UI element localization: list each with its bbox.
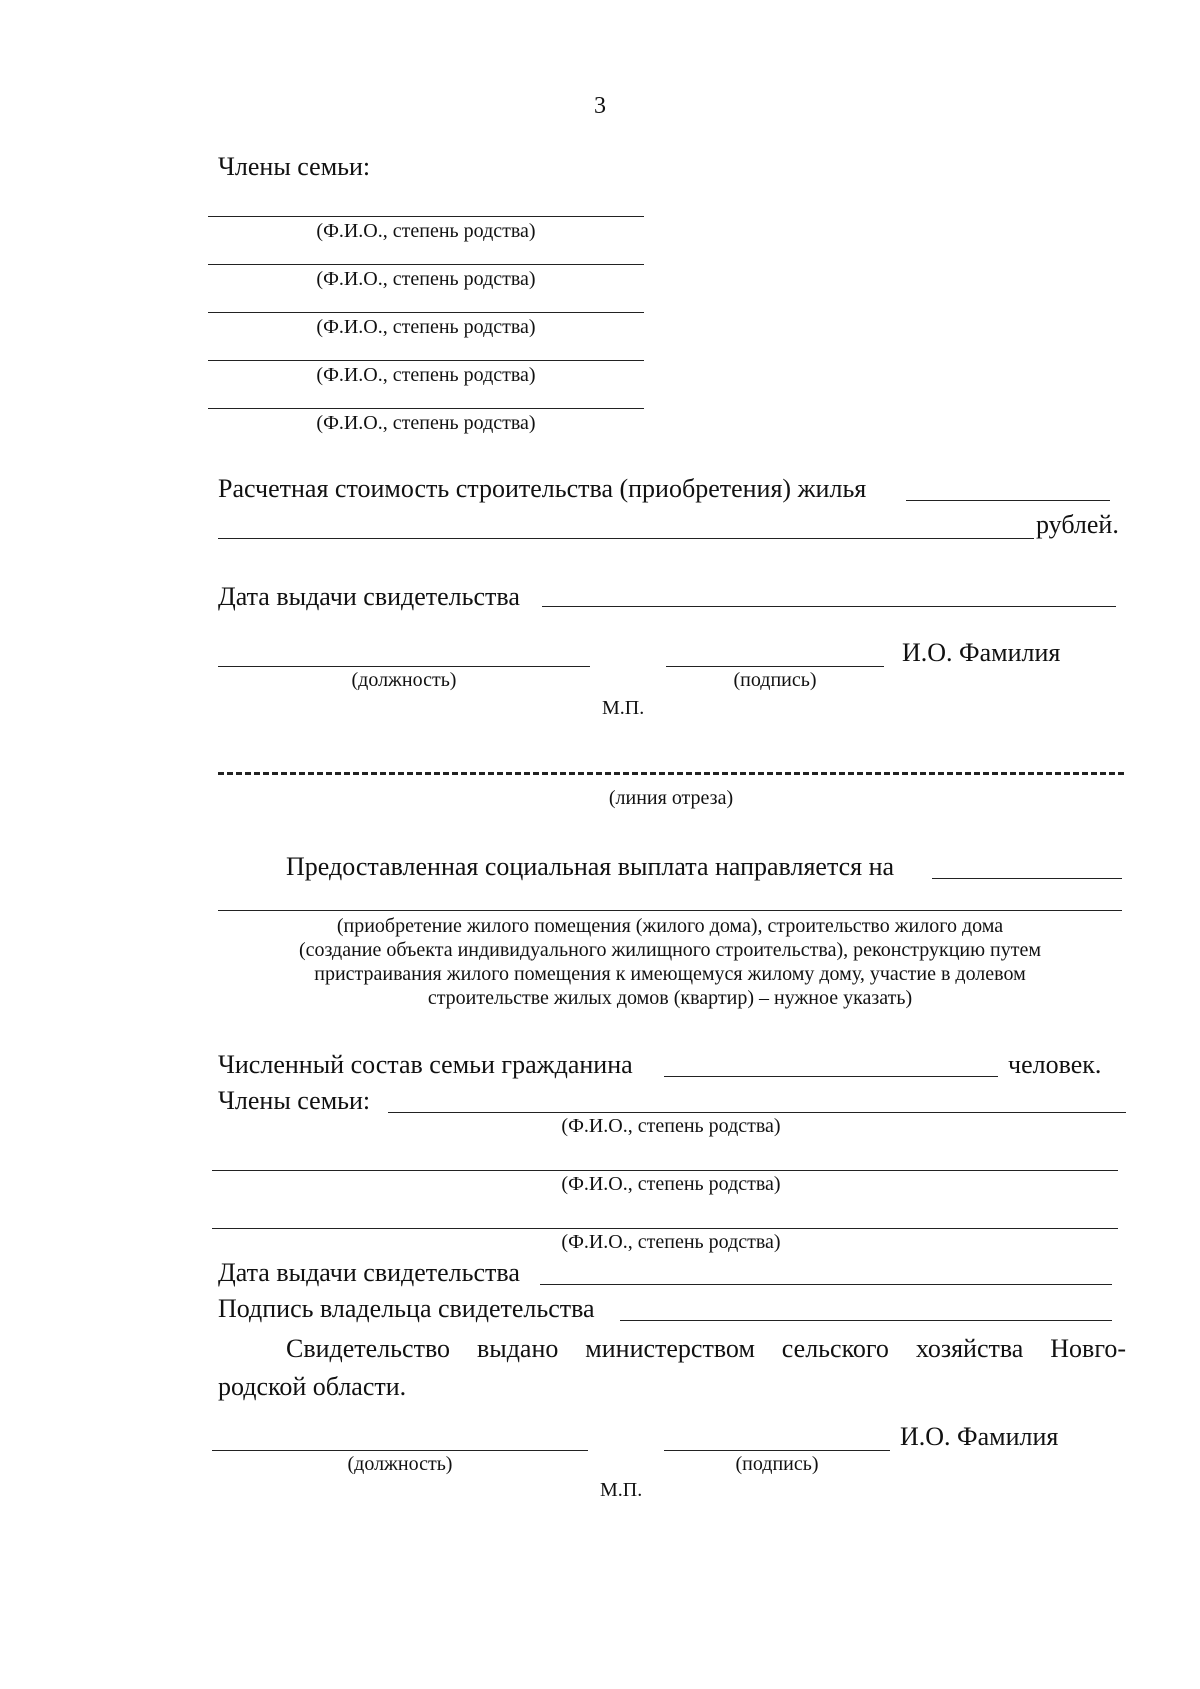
cost-line-1[interactable] [906,500,1110,501]
owner-signature-label: Подпись владельца свидетельства [218,1294,595,1323]
family-member-caption-1: (Ф.И.О., степень родства) [316,220,536,242]
family-member-line-3[interactable] [208,312,644,313]
signature-caption-2: (подпись) [735,1453,819,1475]
issue-date-label: Дата выдачи свидетельства [218,582,520,611]
payment-line-2[interactable] [218,910,1122,911]
family-member-line-1[interactable] [208,216,644,217]
payment-caption-line-1: (приобретение жилого помещения (жилого дома), строительство жилого дома [336,915,1004,937]
stub-member-line-2[interactable] [212,1170,1118,1171]
stub-member-caption-3: (Ф.И.О., степень родства) [561,1231,781,1253]
payment-caption-line-2: (создание объекта индивидуального жилищного строительства), реконструкцию путем [298,939,1042,961]
signatory-name-1: И.О. Фамилия [902,638,1061,667]
issued-by-line-2: родской области. [218,1372,407,1401]
position-caption-1: (должность) [351,669,457,691]
stamp-1: М.П. [602,697,645,719]
payment-caption-line-3: пристраивания жилого помещения к имеющемуся жилому дому, участие в долевом [314,963,1026,985]
stub-issue-date-label: Дата выдачи свидетельства [218,1258,520,1287]
page-number: 3 [594,93,606,119]
family-count-unit: человек. [1008,1050,1102,1079]
cut-line [218,772,1124,775]
stub-issue-date-line[interactable] [540,1284,1112,1285]
family-member-caption-4: (Ф.И.О., степень родства) [316,364,536,386]
signatory-name-2: И.О. Фамилия [900,1422,1059,1451]
payment-line-1[interactable] [932,878,1122,879]
signature-line-1[interactable] [666,666,884,667]
family-count-label: Численный состав семьи гражданина [218,1050,633,1079]
family-count-line[interactable] [664,1076,998,1077]
stub-member-line-1[interactable] [388,1112,1126,1113]
cost-unit: рублей. [1036,510,1119,539]
position-line-2[interactable] [212,1450,588,1451]
position-line-1[interactable] [218,666,590,667]
payment-label: Предоставленная социальная выплата направляется на [286,852,895,881]
stub-members-label: Члены семьи: [218,1086,371,1115]
cost-label: Расчетная стоимость строительства (приобретения) жилья [218,474,867,503]
stub-member-caption-2: (Ф.И.О., степень родства) [561,1173,781,1195]
signature-line-2[interactable] [664,1450,890,1451]
issued-by-line-1: Свидетельство выдано министерством сельского хозяйства Новго- [286,1334,1126,1363]
signature-caption-1: (подпись) [733,669,817,691]
family-members-title: Члены семьи: [218,152,371,181]
owner-signature-line[interactable] [620,1320,1112,1321]
family-member-line-2[interactable] [208,264,644,265]
family-member-line-5[interactable] [208,408,644,409]
family-member-caption-3: (Ф.И.О., степень родства) [316,316,536,338]
cut-line-caption: (линия отреза) [608,787,734,809]
stub-member-line-3[interactable] [212,1228,1118,1229]
family-member-caption-5: (Ф.И.О., степень родства) [316,412,536,434]
family-member-caption-2: (Ф.И.О., степень родства) [316,268,536,290]
stamp-2: М.П. [600,1479,643,1501]
stub-member-caption-1: (Ф.И.О., степень родства) [561,1115,781,1137]
cost-line-2[interactable] [218,538,1034,539]
payment-caption-line-4: строительстве жилых домов (квартир) – нужное указать) [427,987,913,1009]
family-member-line-4[interactable] [208,360,644,361]
issue-date-line[interactable] [542,606,1116,607]
position-caption-2: (должность) [347,1453,453,1475]
